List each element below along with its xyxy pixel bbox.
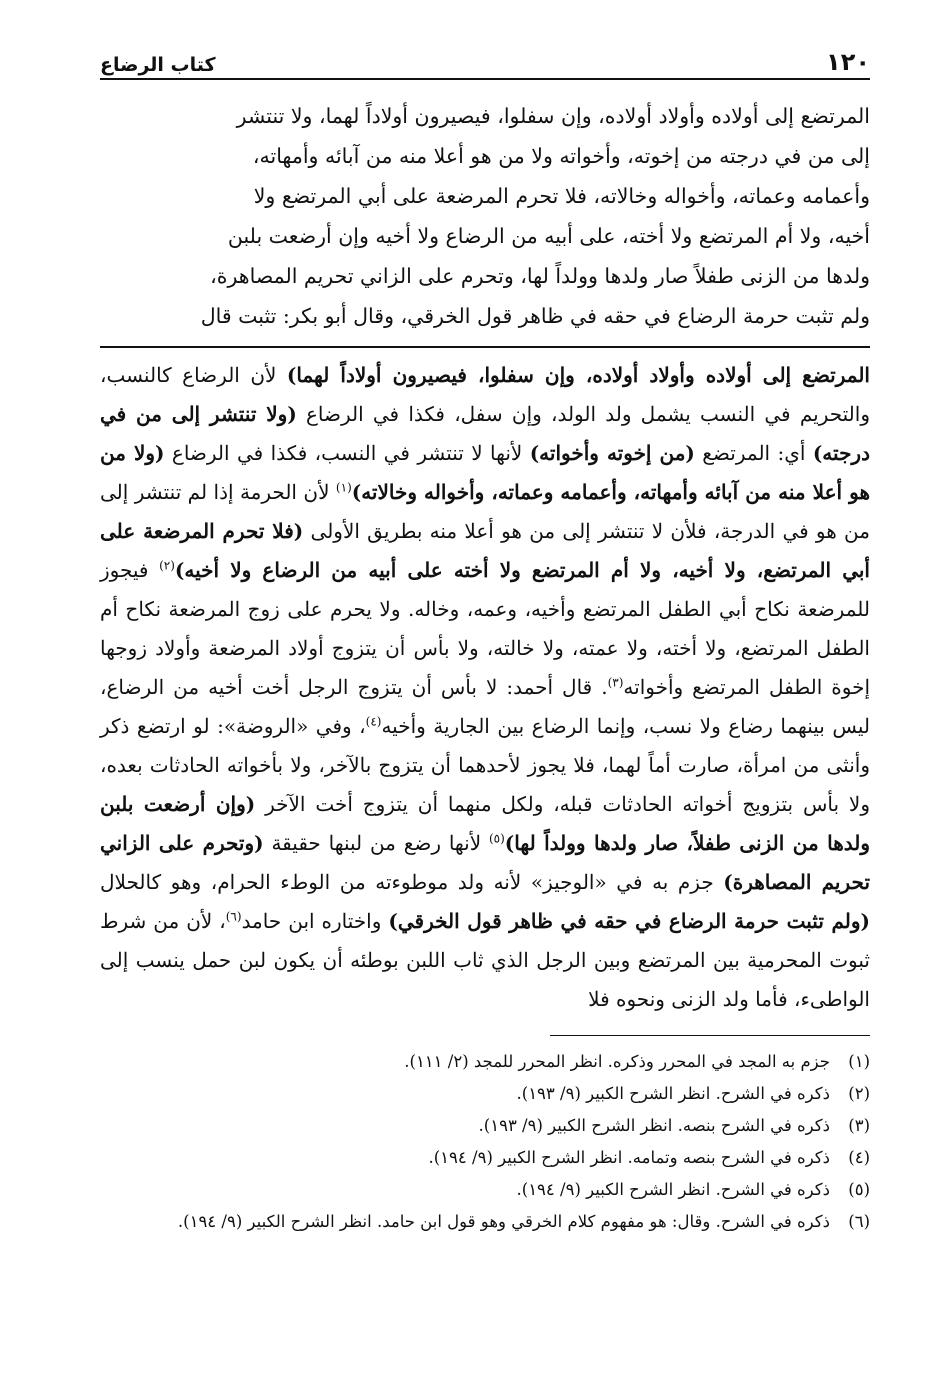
main-text <box>100 96 870 336</box>
commentary-span: لأن الرضاع كالنسب، والتحريم في النسب يشمل ولد الولد، وإن سفل، فكذا في الرضاع <box>100 363 870 426</box>
footnote-number: (٢) <box>848 1084 870 1103</box>
quoted-text: (وتحرم على الزاني تحريم المصاهرة) <box>100 831 871 894</box>
commentary-span: أي: المرتضع <box>694 441 813 465</box>
commentary-span: ، لأن من شرط ثبوت المحرمية بين المرتضع وبين الرجل الذي ثاب اللبن بوطئه أن يكون لبن حمل ينسب إلى الواطىء، فأما ولد الزنى ونحوه فلا <box>100 909 870 1011</box>
running-title: كتاب الرضاع <box>100 54 216 76</box>
main-text-line: ولم تثبت حرمة الرضاع في حقه في ظاهر قول الخرقي، وقال أبو بكر: تثبت قال <box>200 304 870 328</box>
footnote-ref: (٣) <box>607 675 624 690</box>
commentary-span: واختاره ابن حامد <box>241 909 389 933</box>
page-header <box>100 40 870 80</box>
footnote-ref: (٥) <box>488 831 505 846</box>
commentary-span: فيجوز للمرضعة نكاح أبي الطفل المرتضع وأخيه، وعمه، وخاله. ولا يحرم على زوج المرضعة نكاح أم الطفل المرتضع، ولا أخته، ولا عمته، ولا خالته، ولا بأس أن يتزوج أولاد المرضعة وأولاد زوجها إخوة الطفل المرتضع وأخواته <box>100 558 870 699</box>
quoted-text: (وإن أرضعت بلبن ولدها من الزنى طفلاً، صار ولدها وولداً لها) <box>100 792 871 855</box>
quoted-text: (ولا من هو أعلا منه من آبائه وأمهاته، وأعمامه وعماته، وأخواله وخالاته) <box>100 441 870 504</box>
quoted-text: (ولم تثبت حرمة الرضاع في حقه في ظاهر قول الخرقي) <box>388 909 871 933</box>
footnote-text: ذكره في الشرح. وقال: هو مفهوم كلام الخرقي وهو قول ابن حامد. انظر الشرح الكبير (٩/ ١٩٤). <box>177 1212 830 1231</box>
quoted-text: المرتضع إلى أولاده وأولاد أولاده، وإن سفلوا، فيصيرون أولاداً لهما) <box>286 363 870 387</box>
main-text-line: وأعمامه وعماته، وأخواله وخالاته، فلا تحرم المرضعة على أبي المرتضع ولا <box>253 184 870 208</box>
footnote-ref: (٦) <box>225 909 242 924</box>
text-divider <box>100 346 870 348</box>
footnote-ref: (١) <box>335 480 352 495</box>
footnote-number: (٣) <box>848 1116 870 1135</box>
footnote-text: ذكره في الشرح بنصه وتمامه. انظر الشرح الكبير (٩/ ١٩٤). <box>428 1148 830 1167</box>
commentary-span: . قال أحمد: لا بأس أن يتزوج الرجل أخت أخيه من الرضاع، ليس بينهما رضاع ولا نسب، وإنما الرضاع بين الجارية وأخيه <box>100 675 870 738</box>
main-text-line: أخيه، ولا أم المرتضع ولا أخته، على أبيه من الرضاع ولا أخيه وإن أرضعت بلبن <box>227 224 870 248</box>
commentary-span: ، وفي «الروضة»: لو ارتضع ذكر وأنثى من امرأة، صارت أماً لهما، فلا يجوز لأحدهما أن يتزوج بالآخر، ولا بأخواته الحادثات بعده، ولا بأس بتزويج أخواته الحادثات قبله، ولكل منهما أن يتزوج أخت الآخر <box>100 714 870 816</box>
footnote-ref: (٢) <box>159 558 175 573</box>
footnote-divider <box>550 1035 870 1036</box>
main-text-line: ولدها من الزنى طفلاً صار ولدها وولداً لها، وتحرم على الزاني تحريم المصاهرة، <box>210 264 870 288</box>
quoted-text: (من إخوته وأخواته) <box>529 441 695 465</box>
book-page <box>100 40 870 1238</box>
quoted-text: (ولا تنتشر إلى من في درجته) <box>100 402 870 465</box>
footnote <box>100 1206 870 1238</box>
footnote-text: ذكره في الشرح. انظر الشرح الكبير (٩/ ١٩٣). <box>516 1084 830 1103</box>
page-number: ١٢٠ <box>826 48 870 76</box>
commentary-span: لأن الحرمة إذا لم تنتشر إلى من هو في الدرجة، فلأن لا تنتشر إلى من هو أعلا منه بطريق الأولى <box>100 480 870 543</box>
quoted-text: (فلا تحرم المرضعة على أبي المرتضع، ولا أخيه، ولا أم المرتضع ولا أخته على أبيه من الرضاع ولا أخيه) <box>100 519 870 582</box>
commentary-text <box>100 356 870 1019</box>
footnotes <box>100 1046 870 1238</box>
footnote-text: ذكره في الشرح بنصه. انظر الشرح الكبير (٩/ ١٩٣). <box>478 1116 830 1135</box>
footnote <box>100 1046 870 1078</box>
main-text-line: إلى من في درجته من إخوته، وأخواته ولا من هو أعلا منه من آبائه وأمهاته، <box>252 144 870 168</box>
footnote-number: (٥) <box>848 1180 870 1199</box>
commentary-span: لأنها رضع من لبنها حقيقة <box>263 831 489 855</box>
commentary-span: جزم به في «الوجيز» لأنه ولد موطوءته من الوطء الحرام، وهو كالحلال <box>100 870 724 894</box>
commentary-span: لأنها لا تنتشر في النسب، فكذا في الرضاع <box>164 441 530 465</box>
footnote-number: (٤) <box>848 1148 870 1167</box>
main-text-line: المرتضع إلى أولاده وأولاد أولاده، وإن سفلوا، فيصيرون أولاداً لهما، ولا تنتشر <box>236 104 870 128</box>
commentary-paragraph <box>100 356 870 1019</box>
footnote-text: جزم به المجد في المحرر وذكره. انظر المحرر للمجد (٢/ ١١١). <box>404 1052 830 1071</box>
footnote-number: (٦) <box>848 1212 870 1231</box>
footnote-ref: (٤) <box>365 714 382 729</box>
footnote <box>100 1110 870 1142</box>
footnote <box>100 1142 870 1174</box>
footnote-number: (١) <box>848 1052 870 1071</box>
footnote-text: ذكره في الشرح. انظر الشرح الكبير (٩/ ١٩٤). <box>516 1180 830 1199</box>
footnote <box>100 1078 870 1110</box>
footnote <box>100 1174 870 1206</box>
